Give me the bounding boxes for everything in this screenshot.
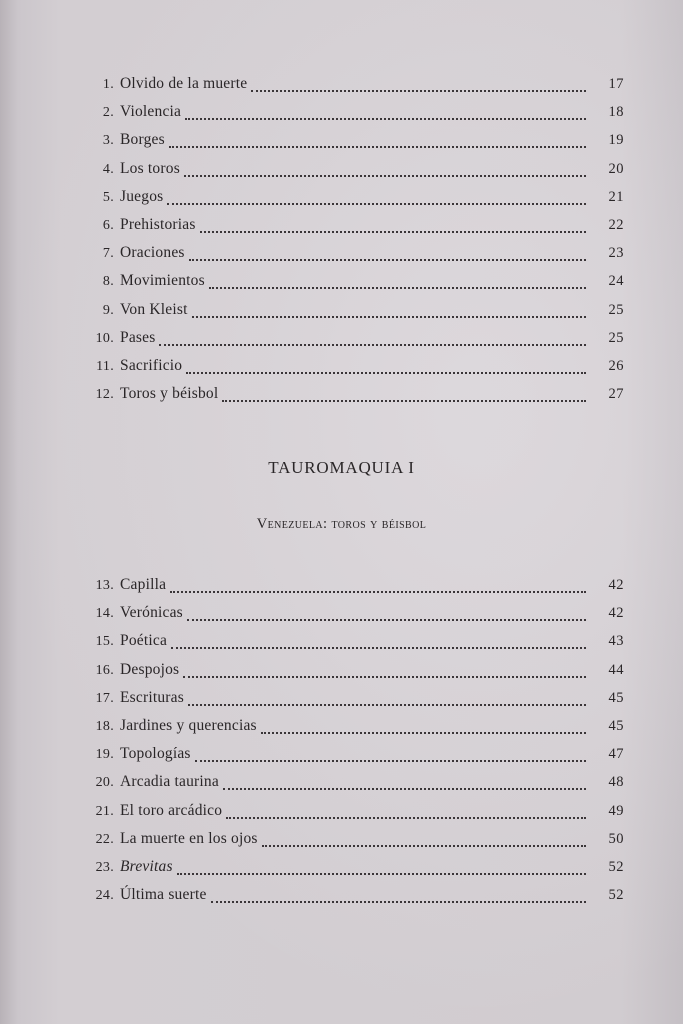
entry-number: 8. [102,274,114,290]
entry-title: Movimientos [120,272,205,290]
entry-title: Capilla [120,576,167,593]
entry-page-number: 19 [608,132,624,149]
entry-number: 23. [95,859,114,875]
entry-title: Arcadia taurina [120,773,219,791]
entry-title: Topologías [120,745,191,763]
entry-title: Los toros [120,159,180,177]
dot-leader [186,372,586,374]
entry-title: Toros y béisbol [120,385,219,403]
toc-entry [78,267,624,295]
entry-title: Brevitas [120,857,173,875]
entry-number: 17. [95,690,114,706]
toc-list-first [78,70,624,408]
entry-title: Von Kleist [120,300,188,318]
toc-entry [78,98,624,126]
toc-entry [78,183,624,211]
entry-page-number: 42 [608,605,624,622]
entry-page-number: 26 [608,357,624,374]
toc-entry [78,627,624,655]
dot-leader [183,676,586,678]
dot-leader [187,619,586,621]
entry-number: 20. [95,775,114,791]
entry-page-number: 21 [608,188,624,205]
dot-leader [251,90,586,92]
dot-leader [223,788,586,790]
toc-entry [78,155,624,183]
toc-entry [78,380,624,408]
dot-leader [159,344,586,346]
entry-page-number: 42 [608,577,624,593]
entry-page-number: 20 [608,160,624,177]
entry-page-number: 52 [608,858,624,875]
entry-page-number: 27 [608,386,624,403]
toc-entry [78,571,624,599]
entry-number: 24. [95,888,114,904]
dot-leader [222,400,586,402]
entry-number: 13. [95,578,114,593]
entry-page-number: 48 [608,774,624,791]
toc-entry [78,239,624,267]
entry-title: Prehistorias [120,215,196,233]
dot-leader [262,845,586,847]
entry-title: Sacrificio [120,356,183,374]
toc-entry [78,70,624,98]
dot-leader [211,901,586,903]
entry-number: 6. [102,217,114,233]
toc-entry [78,599,624,627]
entry-page-number: 24 [608,273,624,290]
toc-entry [78,768,624,796]
entry-page-number: 45 [608,717,624,734]
entry-number: 18. [95,718,114,734]
entry-number: 2. [102,105,114,121]
dot-leader [195,760,586,762]
entry-number: 16. [95,662,114,678]
toc-entry [78,825,624,853]
dot-leader [184,175,586,177]
toc-entry [78,740,624,768]
entry-page-number: 23 [608,245,624,262]
dot-leader [171,647,586,649]
entry-page-number: 45 [608,689,624,706]
entry-page-number: 49 [608,802,624,819]
entry-number: 19. [95,747,114,763]
dot-leader [170,591,586,593]
entry-title: Olvido de la muerte [120,75,248,92]
entry-title: Borges [120,131,165,149]
entry-page-number: 25 [608,301,624,318]
entry-number: 21. [95,803,114,819]
entry-title: Pases [120,328,156,346]
section-title: Venezuela: toros y béisbol [256,516,427,532]
dot-leader [209,287,586,289]
entry-page-number: 18 [608,104,624,121]
entry-number: 15. [95,634,114,650]
toc-entry [78,797,624,825]
entry-page-number: 52 [608,887,624,904]
entry-title: Jardines y querencias [120,716,257,734]
toc-entry [78,656,624,684]
toc-entry [78,881,624,909]
entry-number: 3. [102,133,114,149]
toc-list-second [78,571,624,909]
entry-title: Verónicas [120,604,183,622]
entry-number: 22. [95,831,114,847]
toc-entry [78,324,624,352]
entry-title: Última suerte [120,886,207,904]
entry-number: 1. [102,77,114,92]
dot-leader [188,704,586,706]
toc-entry [78,296,624,324]
entry-number: 11. [96,358,114,374]
dot-leader [261,732,586,734]
dot-leader [192,316,586,318]
entry-page-number: 47 [608,746,624,763]
toc-entry [78,352,624,380]
entry-page-number: 50 [608,830,624,847]
entry-title: Escrituras [120,688,184,706]
entry-number: 14. [95,606,114,622]
toc-entry [78,853,624,881]
dot-leader [169,146,586,148]
entry-number: 5. [102,189,114,205]
entry-title: El toro arcádico [120,801,223,819]
entry-number: 7. [102,246,114,262]
entry-number: 4. [102,161,114,177]
toc-entry [78,126,624,154]
entry-page-number: 44 [608,661,624,678]
toc-entry [78,211,624,239]
dot-leader [167,203,586,205]
entry-number: 12. [95,387,114,403]
entry-title: Juegos [120,187,164,205]
entry-number: 9. [102,302,114,318]
part-title: TAUROMAQUIA I [268,458,415,477]
entry-title: Oraciones [120,244,185,262]
entry-page-number: 43 [608,633,624,650]
entry-page-number: 17 [608,76,624,92]
entry-page-number: 22 [608,216,624,233]
dot-leader [177,873,586,875]
entry-title: Despojos [120,660,180,678]
entry-page-number: 25 [608,329,624,346]
entry-title: Poética [120,632,168,650]
dot-leader [185,118,586,120]
dot-leader [226,817,586,819]
toc-entry [78,712,624,740]
entry-title: La muerte en los ojos [120,829,258,847]
dot-leader [200,231,586,233]
entry-title: Violencia [120,103,182,121]
entry-number: 10. [95,330,114,346]
toc-entry [78,684,624,712]
dot-leader [189,259,586,261]
